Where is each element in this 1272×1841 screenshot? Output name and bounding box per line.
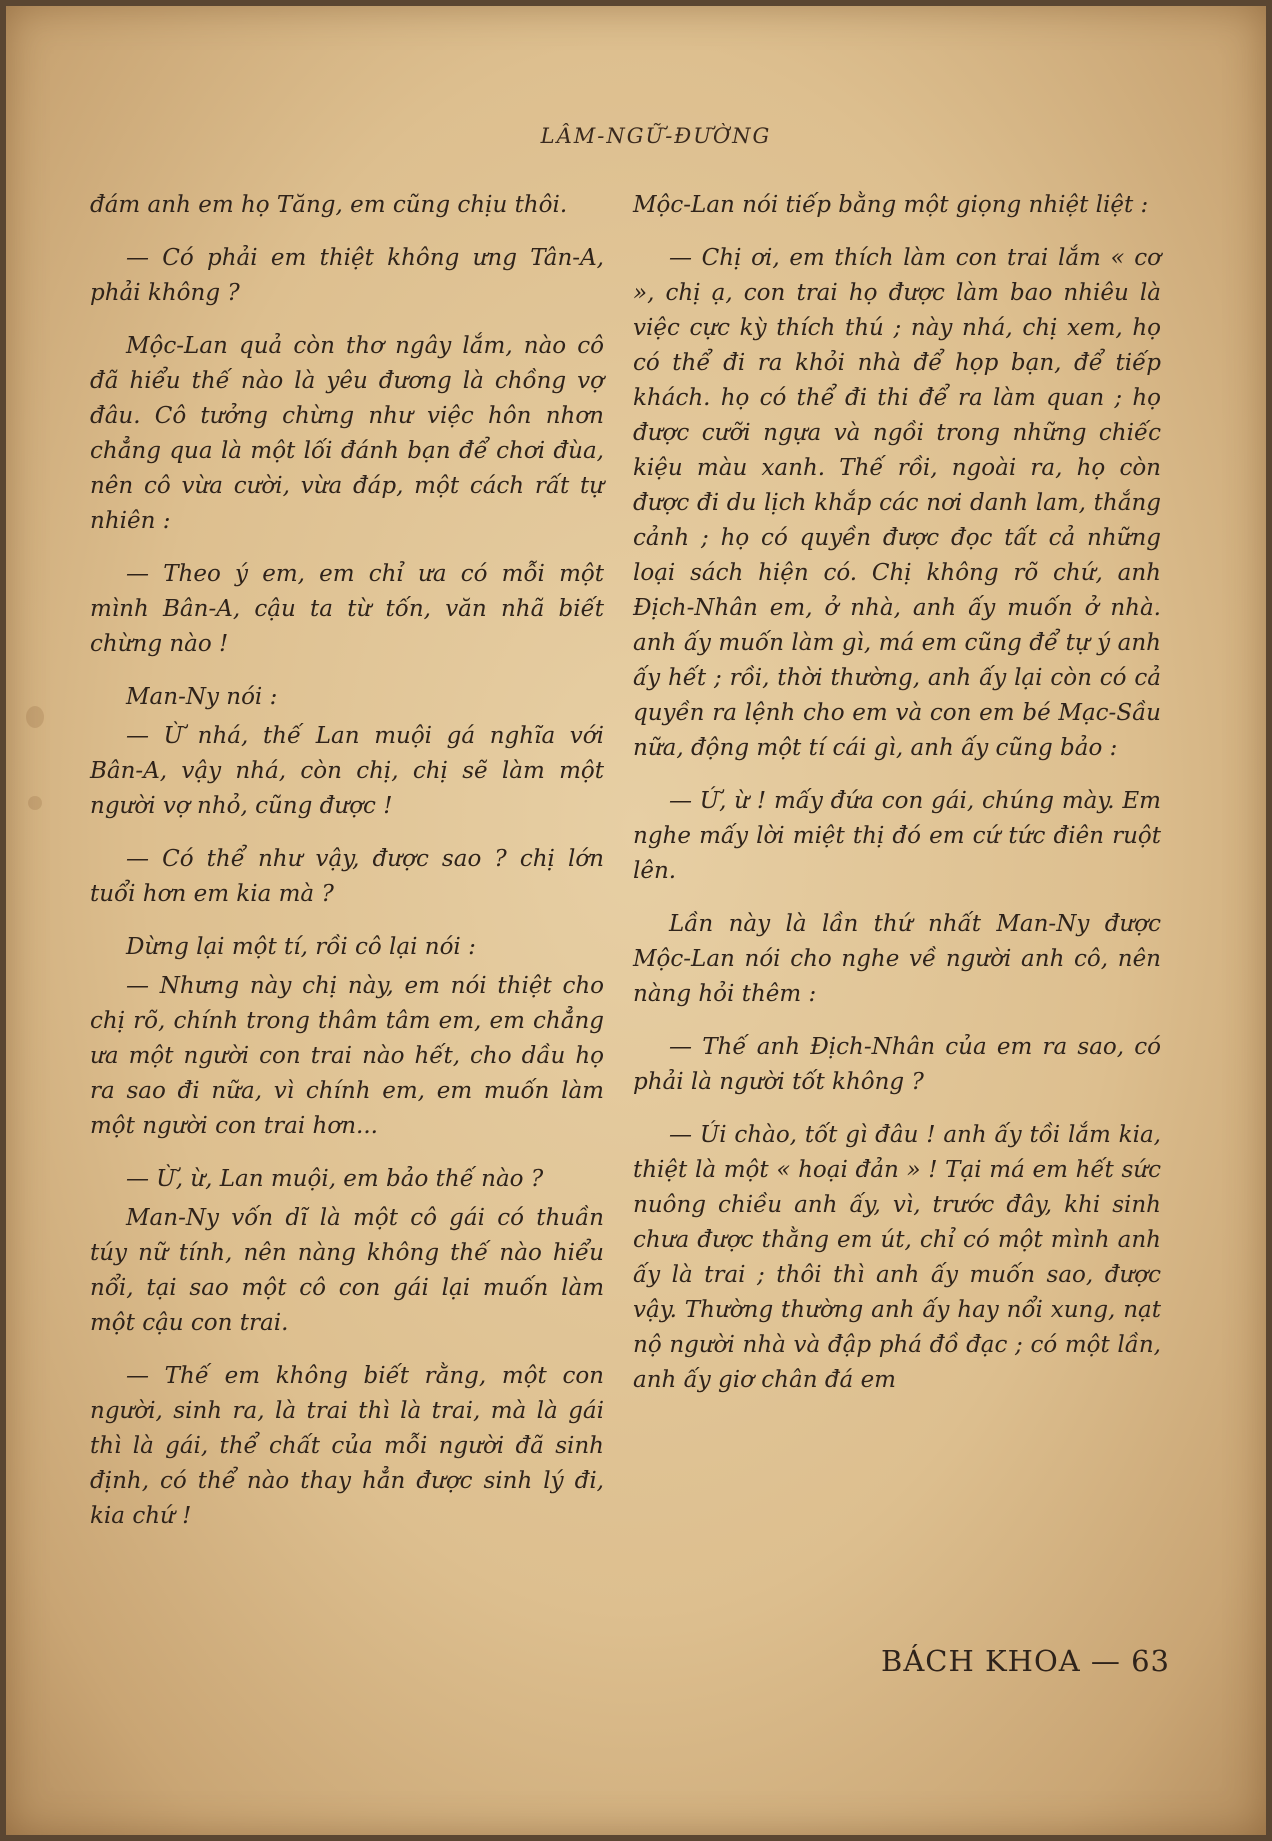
left-column bbox=[90, 188, 604, 1552]
paragraph: — Có thể như vậy, được sao ? chị lớn tuổi hơn em kia mà ? bbox=[90, 846, 604, 907]
page-footer: BÁCH KHOA — 63 bbox=[881, 1644, 1170, 1678]
paragraph: Mộc-Lan nói tiếp bằng một giọng nhiệt liệt : bbox=[633, 192, 1149, 218]
paragraph: — Thế anh Địch-Nhân của em ra sao, có phải là người tốt không ? bbox=[633, 1034, 1161, 1095]
running-header: LÂM-NGỮ-ĐƯỜNG bbox=[540, 124, 772, 148]
paragraph: Dừng lại một tí, rồi cô lại nói : bbox=[126, 934, 476, 960]
paragraph: — Úi chào, tốt gì đâu ! anh ấy tồi lắm kia, thiệt là một « hoại đản » ! Tại má em hết sức nuông chiều anh ấy, vì, trước đây, khi sinh chưa được thằng em út, chỉ có một mình anh ấy là trai ; thôi thì anh ấy muốn sao, được vậy. Thường thường anh ấy hay nổi xung, nạt nộ người nhà và đập phá đồ đạc ; có một lần, anh ấy giơ chân đá em bbox=[633, 1122, 1161, 1393]
paragraph: Man-Ny nói : bbox=[126, 684, 278, 710]
stain-mark bbox=[28, 796, 42, 810]
paragraph: Man-Ny vốn dĩ là một cô gái có thuần túy nữ tính, nên nàng không thế nào hiểu nổi, tại sao một cô con gái lại muốn làm một cậu con trai. bbox=[90, 1205, 604, 1336]
paragraph: — Ừ, ừ, Lan muội, em bảo thế nào ? bbox=[126, 1166, 544, 1192]
magazine-page bbox=[6, 6, 1266, 1835]
paragraph: — Thế em không biết rằng, một con người, sinh ra, là trai thì là trai, mà là gái thì là gái, thể chất của mỗi người đã sinh định, có thể nào thay hẳn được sinh lý đi, kia chứ ! bbox=[90, 1363, 604, 1529]
right-column bbox=[633, 188, 1161, 1416]
paragraph: Mộc-Lan quả còn thơ ngây lắm, nào cô đã hiểu thế nào là yêu đương là chồng vợ đâu. Cô tưởng chừng như việc hôn nhơn chẳng qua là một lối đánh bạn để chơi đùa, nên cô vừa cười, vừa đáp, một cách rất tự nhiên : bbox=[90, 333, 604, 534]
paragraph: — Chị ơi, em thích làm con trai lắm « cơ », chị ạ, con trai họ được làm bao nhiêu là việc cực kỳ thích thú ; này nhá, chị xem, họ có thể đi ra khỏi nhà để họp bạn, để tiếp khách. họ có thể đi thi để ra làm quan ; họ được cưỡi ngựa và ngồi trong những chiếc kiệu màu xanh. Thế rồi, ngoài ra, họ còn được đi du lịch khắp các nơi danh lam, thắng cảnh ; họ có quyền được đọc tất cả những loại sách hiện có. Chị không rõ chứ, anh Địch-Nhân em, ở nhà, anh ấy muốn ở nhà. anh ấy muốn làm gì, má em cũng để tự ý anh ấy hết ; rồi, thời thường, anh ấy lại còn có cả quyền ra lệnh cho em và con em bé Mạc-Sầu nữa, động một tí cái gì, anh ấy cũng bảo : bbox=[633, 245, 1161, 761]
paragraph: — Theo ý em, em chỉ ưa có mỗi một mình Bân-A, cậu ta từ tốn, văn nhã biết chừng nào ! bbox=[90, 561, 604, 657]
paragraph: đám anh em họ Tăng, em cũng chịu thôi. bbox=[90, 192, 568, 218]
paragraph: — Có phải em thiệt không ưng Tân-A, phải không ? bbox=[90, 245, 604, 306]
paragraph: — Ứ, ừ ! mấy đứa con gái, chúng mày. Em nghe mấy lời miệt thị đó em cứ tức điên ruột lên. bbox=[633, 788, 1161, 884]
paragraph: — Ừ nhá, thế Lan muội gá nghĩa với Bân-A, vậy nhá, còn chị, chị sẽ làm một người vợ nhỏ, cũng được ! bbox=[90, 723, 604, 819]
stain-mark bbox=[26, 706, 44, 728]
paragraph: — Nhưng này chị này, em nói thiệt cho chị rõ, chính trong thâm tâm em, em chẳng ưa một người con trai nào hết, cho dầu họ ra sao đi nữa, vì chính em, em muốn làm một người con trai hơn... bbox=[90, 973, 604, 1139]
paragraph: Lần này là lần thứ nhất Man-Ny được Mộc-Lan nói cho nghe về người anh cô, nên nàng hỏi thêm : bbox=[633, 911, 1161, 1007]
